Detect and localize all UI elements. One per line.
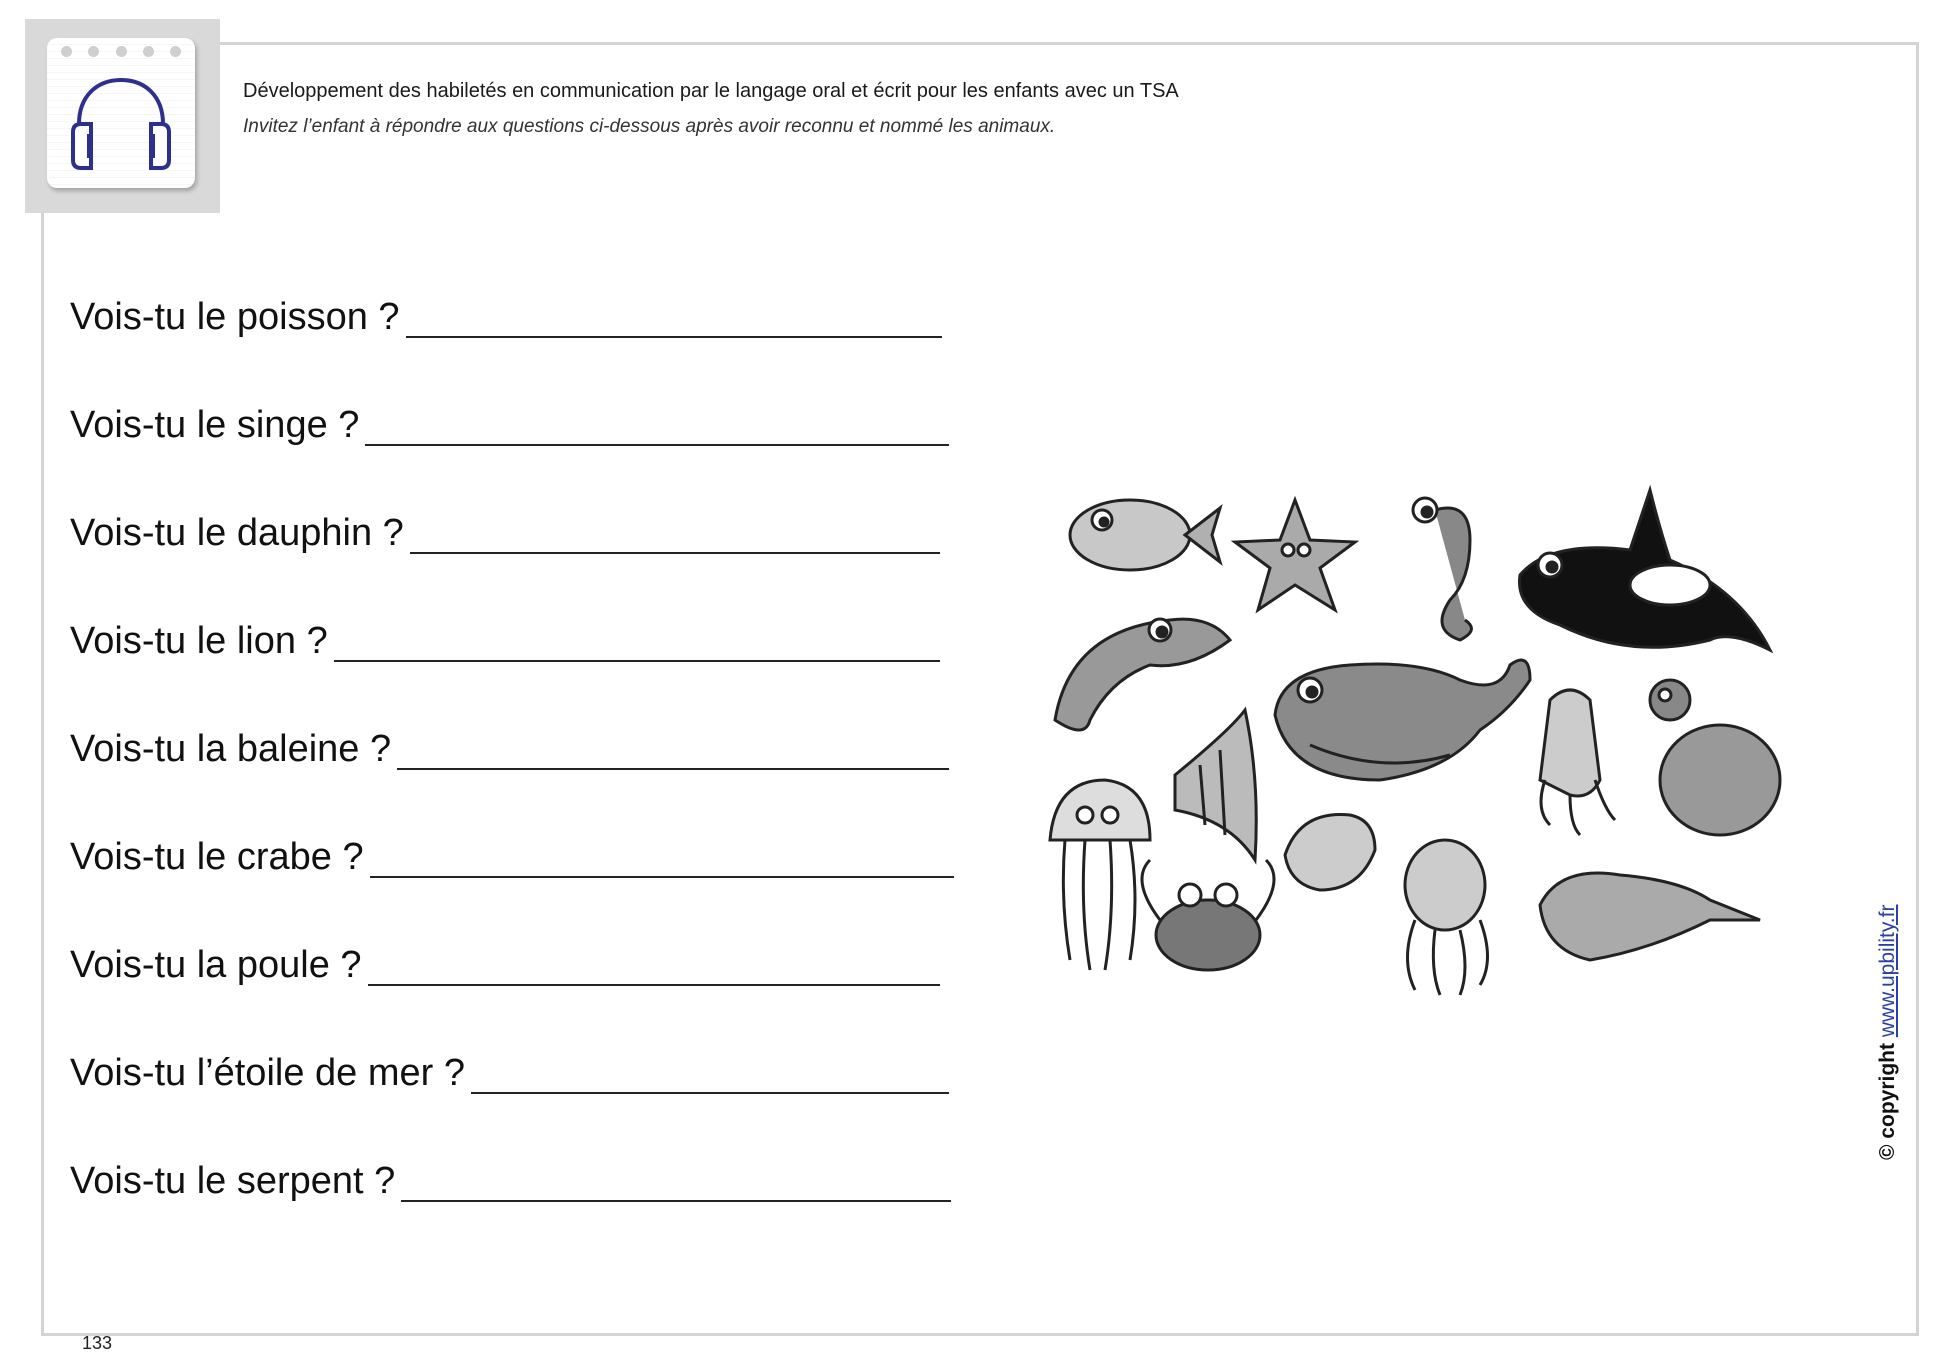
copyright-label: © copyright	[1876, 1043, 1899, 1160]
question-text: Vois-tu le singe ?	[70, 404, 360, 446]
crab-icon	[1142, 860, 1274, 970]
turtle-icon	[1650, 680, 1780, 835]
whale-icon	[1275, 660, 1530, 780]
answer-line[interactable]	[410, 508, 940, 554]
jellyfish-icon	[1050, 780, 1150, 970]
answer-line[interactable]	[471, 1048, 949, 1094]
clam-icon	[1285, 815, 1375, 891]
question-row	[70, 940, 970, 1048]
header-instruction: Invitez l’enfant à répondre aux questions ci-dessous après avoir reconnu et nommé les animaux.	[243, 116, 1056, 137]
question-row	[70, 724, 970, 832]
octopus-icon	[1405, 840, 1488, 995]
answer-line[interactable]	[401, 1156, 951, 1202]
answer-line[interactable]	[365, 400, 949, 446]
question-row	[70, 1156, 970, 1264]
answer-line[interactable]	[370, 832, 954, 878]
headphones-icon	[65, 68, 177, 180]
question-text: Vois-tu le serpent ?	[70, 1160, 396, 1202]
answer-line[interactable]	[368, 940, 940, 986]
dolphin-icon	[1055, 619, 1230, 730]
notepad	[47, 38, 195, 188]
question-row	[70, 292, 970, 400]
question-text: Vois-tu la baleine ?	[70, 728, 392, 770]
seahorse-icon	[1413, 498, 1471, 640]
header-title: Développement des habiletés en communication par le langage oral et écrit pour les enfants avec un TSA	[243, 80, 1179, 102]
question-text: Vois-tu l’étoile de mer ?	[70, 1052, 465, 1094]
stingray-icon	[1540, 873, 1760, 960]
question-text: Vois-tu le lion ?	[70, 620, 328, 662]
question-list	[70, 292, 970, 1264]
question-row	[70, 1048, 970, 1156]
page-number: 133	[82, 1333, 113, 1353]
question-text: Vois-tu le crabe ?	[70, 836, 364, 878]
question-text: Vois-tu le dauphin ?	[70, 512, 404, 554]
header-icon-box	[25, 19, 220, 213]
fish-icon	[1070, 500, 1220, 570]
answer-line[interactable]	[334, 616, 940, 662]
angelfish-icon	[1175, 710, 1256, 860]
squid-icon	[1540, 690, 1615, 835]
question-row	[70, 400, 970, 508]
orca-icon	[1520, 490, 1771, 650]
answer-line[interactable]	[406, 292, 942, 338]
answer-line[interactable]	[397, 724, 949, 770]
sea-animals-illustration	[1030, 480, 1790, 1020]
question-row	[70, 832, 970, 940]
question-row	[70, 616, 970, 724]
copyright-link[interactable]: www.upbility.fr	[1876, 904, 1899, 1038]
copyright-notice	[1876, 905, 1900, 1160]
question-row	[70, 508, 970, 616]
question-text: Vois-tu le poisson ?	[70, 296, 400, 338]
question-text: Vois-tu la poule ?	[70, 944, 362, 986]
starfish-icon	[1235, 500, 1355, 610]
